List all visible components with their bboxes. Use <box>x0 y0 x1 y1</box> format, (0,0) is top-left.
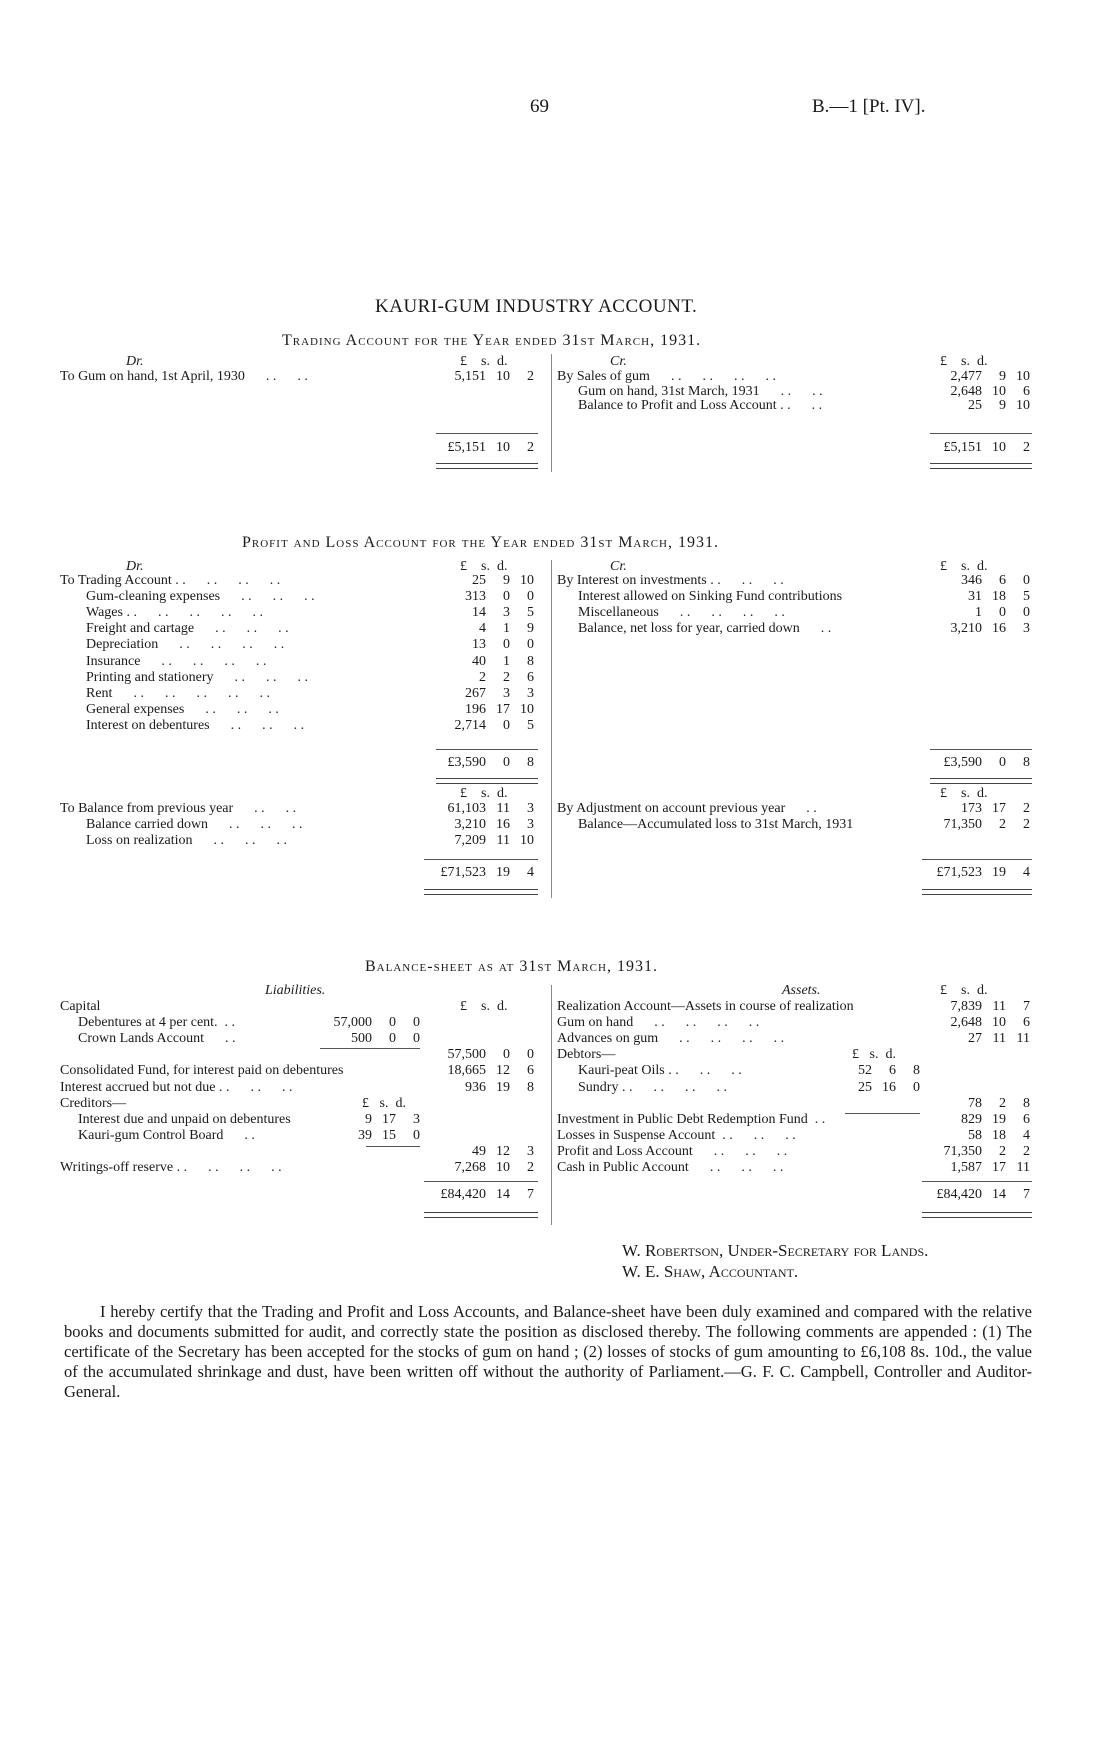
asset-suspense-pence: 4 <box>1023 1127 1030 1143</box>
trading-debit-row-shillings: 10 <box>496 369 510 384</box>
pl-credit2-total-row-shillings: 19 <box>992 865 1006 880</box>
asset-gum-on-hand-shillings: 10 <box>992 1015 1006 1031</box>
liab-crown-lands-pounds: 500 <box>351 1031 372 1047</box>
pl-credit-rule <box>930 749 1032 750</box>
assets-total-rule <box>922 1181 1032 1182</box>
asset-profit-loss-shillings: 2 <box>999 1143 1006 1159</box>
pl-debit-row-shillings: 3 <box>503 605 510 621</box>
trading-debit-double-rule <box>436 463 538 469</box>
trading-dr-label: Dr. <box>126 354 144 369</box>
pl-credit2-row-pounds: 173 <box>961 801 982 816</box>
asset-sundry-label: Sundry . . . . . . . . <box>578 1079 727 1095</box>
asset-debtors-label: Debtors— <box>557 1047 616 1063</box>
liab-writings-off-shillings: 10 <box>496 1160 510 1175</box>
trading-credit-total-row-pounds: £5,151 <box>943 440 982 455</box>
pl-credit2-row <box>0 801 1114 817</box>
pl-credit2-total-row-pounds: £71,523 <box>936 865 982 880</box>
liab-interest-unpaid-label: Interest due and unpaid on debentures <box>78 1111 291 1127</box>
liabilities-heading: Liabilities. <box>265 983 326 998</box>
pl-debit2-row-shillings: 16 <box>496 817 510 833</box>
pl-debit-col-head-2: £ s. d. <box>460 786 508 801</box>
pl-credit2-row-label: Balance—Accumulated loss to 31st March, 1931 <box>578 817 854 833</box>
pl-credit-row <box>0 621 1114 637</box>
pl-debit2-row-label: Loss on realization . . . . . . <box>86 833 288 849</box>
asset-realization-pence: 7 <box>1023 999 1030 1014</box>
asset-gum-on-hand <box>0 1015 1114 1031</box>
asset-suspense-pounds: 58 <box>968 1127 982 1143</box>
trading-credit-row-label: Balance to Profit and Loss Account . . . . <box>578 398 823 414</box>
asset-profit-loss-pence: 2 <box>1023 1143 1030 1159</box>
pl-debit-row-label: Printing and stationery . . . . . . <box>86 669 309 685</box>
pl-debit2-row-pence: 3 <box>527 817 534 833</box>
pl-debit-row-shillings: 0 <box>503 637 510 653</box>
liab-total-rule <box>424 1181 538 1182</box>
asset-gum-on-hand-pence: 6 <box>1023 1015 1030 1031</box>
liab-total-pence: 7 <box>527 1187 534 1202</box>
trading-credit-row-shillings: 9 <box>999 369 1006 384</box>
page-reference: B.—1 [Pt. IV]. <box>812 96 926 117</box>
asset-investment-pence: 6 <box>1023 1111 1030 1127</box>
liab-creditors-total-pounds: 49 <box>472 1143 486 1159</box>
trading-credit-row-pounds: 25 <box>968 398 982 414</box>
pl-debit2-row-pence: 10 <box>520 833 534 849</box>
pl-debit-row-pounds: 267 <box>465 685 486 701</box>
pl-debit-row-label: Insurance . . . . . . . . <box>86 653 267 669</box>
trading-credit-row-pence: 10 <box>1016 369 1030 384</box>
asset-gum-on-hand-label: Gum on hand . . . . . . . . <box>557 1015 760 1031</box>
trading-credit-row-pounds: 2,477 <box>950 369 982 384</box>
trading-debit-total-row-pounds: £5,151 <box>447 440 486 455</box>
liab-capital-total-pence: 0 <box>527 1047 534 1063</box>
assets-total-double-rule <box>922 1212 1032 1218</box>
pl-credit-col-head: £ s. d. <box>940 559 988 574</box>
trading-debit-col-head: £ s. d. <box>460 354 508 369</box>
pl-debit-row-pence: 3 <box>527 685 534 701</box>
pl-debit2-row-label: To Balance from previous year . . . . <box>60 801 297 816</box>
asset-investment-shillings: 19 <box>992 1111 1006 1127</box>
liab-control-board-pence: 0 <box>413 1127 420 1143</box>
liab-interest-accrued-label: Interest accrued but not due . . . . . . <box>60 1079 293 1095</box>
pl-credit-total-row-shillings: 0 <box>999 755 1006 770</box>
pl-credit-col-head-2: £ s. d. <box>940 786 988 801</box>
pl-debit2-total-row-pence: 4 <box>527 865 534 880</box>
liab-interest-unpaid-pounds: 9 <box>365 1111 372 1127</box>
pl-credit2-row-shillings: 2 <box>999 817 1006 833</box>
asset-profit-loss <box>0 1144 1114 1160</box>
pl-credit-total-row-pence: 8 <box>1023 755 1030 770</box>
pl-debit2-total-row-pounds: £71,523 <box>440 865 486 880</box>
pl-debit-rule <box>436 749 538 750</box>
pl-debit-row-pounds: 14 <box>472 605 486 621</box>
asset-kauri-peat <box>0 1063 1114 1079</box>
pl-debit-row-shillings: 1 <box>503 621 510 637</box>
liab-creditors-total-pence: 3 <box>527 1143 534 1159</box>
pl-debit2-row-pounds: 3,210 <box>454 817 486 833</box>
liab-creditors-label: Creditors— <box>60 1095 127 1111</box>
pl-debit-row-label: Wages . . . . . . . . . . <box>86 605 263 621</box>
pl-debit2-row-pounds: 61,103 <box>447 801 486 816</box>
pl-debit-row-label: Freight and cartage . . . . . . <box>86 621 289 637</box>
liab-consolidated-fund-pence: 6 <box>527 1063 534 1079</box>
pl-debit2-row <box>0 833 1114 849</box>
pl-credit-row-shillings: 16 <box>992 621 1006 637</box>
asset-advances-shillings: 11 <box>992 1031 1006 1047</box>
trading-credit-row <box>0 398 1114 414</box>
asset-profit-loss-label: Profit and Loss Account . . . . . . <box>557 1143 788 1159</box>
pl-debit-row-pence: 5 <box>527 605 534 621</box>
asset-realization-pounds: 7,839 <box>950 999 982 1014</box>
liab-total-double-rule <box>424 1212 538 1218</box>
pl-debit-total-row-pounds: £3,590 <box>447 755 486 770</box>
asset-sundry-pounds: 25 <box>858 1079 872 1095</box>
pl-credit-row-label: By Interest on investments . . . . . . <box>557 573 784 588</box>
asset-debtors-col-head: £ s. d. <box>852 1047 896 1063</box>
pl-debit-double-rule-2 <box>424 889 538 895</box>
asset-total-pence: 7 <box>1023 1187 1030 1202</box>
pl-credit-row <box>0 605 1114 621</box>
pl-credit-total-row-pounds: £3,590 <box>943 755 982 770</box>
pl-debit-row-shillings: 1 <box>503 653 510 669</box>
asset-cash-label: Cash in Public Account . . . . . . <box>557 1160 784 1175</box>
pl-debit-total-row-pence: 8 <box>527 755 534 770</box>
asset-debtors-total-pounds: 78 <box>968 1095 982 1111</box>
pl-cr-label: Cr. <box>610 559 627 574</box>
liab-interest-unpaid-pence: 3 <box>413 1111 420 1127</box>
pl-debit-row-pounds: 40 <box>472 653 486 669</box>
liab-writings-off-pounds: 7,268 <box>454 1160 486 1175</box>
pl-credit-row-label: Balance, net loss for year, carried down . . <box>578 621 832 637</box>
trading-debit-row-label: To Gum on hand, 1st April, 1930 . . . . <box>60 369 308 384</box>
pl-debit-row-pence: 9 <box>527 621 534 637</box>
trading-credit-row-pounds: 2,648 <box>950 383 982 399</box>
asset-realization-shillings: 11 <box>992 999 1006 1014</box>
trading-cr-label: Cr. <box>610 354 627 369</box>
trading-credit-row-shillings: 9 <box>999 398 1006 414</box>
pl-dr-label: Dr. <box>126 559 144 574</box>
trading-credit-row <box>0 369 1114 385</box>
asset-kauri-peat-shillings: 6 <box>889 1063 896 1079</box>
pl-credit-row-pence: 3 <box>1023 621 1030 637</box>
liab-interest-accrued-shillings: 19 <box>496 1079 510 1095</box>
trading-credit-total-row-shillings: 10 <box>992 440 1006 455</box>
asset-debtors-total <box>0 1096 1114 1112</box>
pl-debit-row-label: General expenses . . . . . . <box>86 701 279 717</box>
pl-credit2-row-pounds: 71,350 <box>943 817 982 833</box>
pl-debit-row-pounds: 313 <box>465 589 486 605</box>
liab-interest-accrued-pence: 8 <box>527 1079 534 1095</box>
trading-credit-row-label: By Sales of gum . . . . . . . . <box>557 369 776 384</box>
pl-credit-row-label: Miscellaneous . . . . . . . . <box>578 605 785 621</box>
asset-cash-pence: 11 <box>1016 1160 1030 1175</box>
pl-debit-row-label: Interest on debentures . . . . . . <box>86 717 305 733</box>
asset-cash-pounds: 1,587 <box>950 1160 982 1175</box>
liab-consolidated-fund-shillings: 12 <box>496 1063 510 1079</box>
pl-debit-row <box>0 686 1114 702</box>
pl-credit-row-shillings: 0 <box>999 605 1006 621</box>
pl-debit-row-pence: 6 <box>527 669 534 685</box>
auditor-certificate: I hereby certify that the Trading and Profit and Loss Accounts, and Balance-sheet have been duly examined and compared with the relative books and documents submitted for audit, and correctly state the position as disclosed thereby. The following comments are appended : (1) The certificate of the Secretary has been accepted for the stocks of gum on hand ; (2) losses of stocks of gum amounting to £6,108 8s. 10d., the value of the accumulated shrinkage and dust, have been written off without the authority of Parliament.—G. F. C. Campbell, Controller and Auditor-General. <box>64 1302 1032 1401</box>
pl-credit2-row-pence: 2 <box>1023 817 1030 833</box>
liab-creditors-rule <box>366 1146 420 1147</box>
pl-credit-row-label: Interest allowed on Sinking Fund contributions <box>578 589 843 605</box>
pl-debit-row-pounds: 196 <box>465 701 486 717</box>
liab-interest-accrued-pounds: 936 <box>465 1079 486 1095</box>
pl-credit-rule-2 <box>922 859 1032 860</box>
pl-debit-row-pence: 10 <box>520 701 534 717</box>
liab-capital-total-pounds: 57,500 <box>447 1047 486 1063</box>
trading-credit-col-head: £ s. d. <box>940 354 988 369</box>
asset-advances <box>0 1031 1114 1047</box>
liab-control-board-shillings: 15 <box>382 1127 396 1143</box>
assets-heading: Assets. <box>782 983 821 998</box>
pl-debit-row <box>0 637 1114 653</box>
pl-debit-total-row-shillings: 0 <box>503 755 510 770</box>
assets-debtors-rule <box>845 1113 920 1114</box>
asset-debtors-total-shillings: 2 <box>999 1095 1006 1111</box>
liab-creditors-total-shillings: 12 <box>496 1143 510 1159</box>
pl-debit-row-pence: 8 <box>527 653 534 669</box>
asset-advances-label: Advances on gum . . . . . . . . <box>557 1031 785 1047</box>
liab-total-shillings: 14 <box>496 1187 510 1202</box>
pl-credit-row-pence: 0 <box>1023 573 1030 588</box>
liab-capital-rule <box>320 1048 420 1049</box>
trading-debit-row-pounds: 5,151 <box>454 369 486 384</box>
pl-credit-double-rule-2 <box>922 889 1032 895</box>
pl-debit-row-label: Rent . . . . . . . . . . <box>86 685 270 701</box>
trading-credit-total-row <box>0 440 1114 456</box>
asset-sundry <box>0 1080 1114 1096</box>
trading-debit-total-row-pence: 2 <box>527 440 534 455</box>
pl-credit-row <box>0 589 1114 605</box>
trading-credit-total-row-pence: 2 <box>1023 440 1030 455</box>
pl-debit-row-pounds: 25 <box>472 573 486 588</box>
liab-control-board-pounds: 39 <box>358 1127 372 1143</box>
asset-total <box>0 1187 1114 1203</box>
trading-credit-row-shillings: 10 <box>992 383 1006 399</box>
pl-debit-row-label: Gum-cleaning expenses . . . . . . <box>86 589 315 605</box>
pl-debit-double-rule <box>436 778 538 784</box>
pl-debit-row-label: Depreciation . . . . . . . . <box>86 637 285 653</box>
pl-debit-row-pence: 5 <box>527 717 534 733</box>
liab-debentures-pounds: 57,000 <box>333 1015 372 1031</box>
pl-debit2-total-row-shillings: 19 <box>496 865 510 880</box>
pl-credit2-row <box>0 817 1114 833</box>
pl-credit-row-pounds: 31 <box>968 589 982 605</box>
asset-investment <box>0 1112 1114 1128</box>
pl-debit-row-pounds: 2 <box>479 669 486 685</box>
asset-investment-pounds: 829 <box>961 1111 982 1127</box>
pl-debit2-row-label: Balance carried down . . . . . . <box>86 817 303 833</box>
asset-investment-label: Investment in Public Debt Redemption Fund . . <box>557 1111 826 1127</box>
asset-kauri-peat-label: Kauri-peat Oils . . . . . . <box>578 1063 742 1079</box>
asset-sundry-shillings: 16 <box>882 1079 896 1095</box>
pl-debit-row-pounds: 4 <box>479 621 486 637</box>
asset-advances-pence: 11 <box>1016 1031 1030 1047</box>
pl-debit-rule-2 <box>424 859 538 860</box>
pl-credit-row-pounds: 346 <box>961 573 982 588</box>
asset-profit-loss-pounds: 71,350 <box>943 1143 982 1159</box>
trading-account-subtitle: Trading Account for the Year ended 31st March, 1931. <box>282 332 702 349</box>
pl-debit-row-shillings: 0 <box>503 589 510 605</box>
pl-debit-row-shillings: 17 <box>496 701 510 717</box>
pl-debit-row-pounds: 13 <box>472 637 486 653</box>
signature-under-secretary: W. Robertson, Under-Secretary for Lands. <box>622 1241 929 1260</box>
pl-debit2-row-pounds: 7,209 <box>454 833 486 849</box>
liab-writings-off-pence: 2 <box>527 1160 534 1175</box>
pl-debit2-row-shillings: 11 <box>496 833 510 849</box>
trading-credit-row-label: Gum on hand, 31st March, 1931 . . . . <box>578 383 823 399</box>
pl-credit2-total-row-pence: 4 <box>1023 865 1030 880</box>
pl-credit-row-pence: 5 <box>1023 589 1030 605</box>
asset-total-shillings: 14 <box>992 1187 1006 1202</box>
trading-debit-total-row-shillings: 10 <box>496 440 510 455</box>
trading-credit-row-pence: 6 <box>1023 383 1030 399</box>
pl-debit-row-shillings: 3 <box>503 685 510 701</box>
pl-credit-row-pounds: 3,210 <box>950 621 982 637</box>
liab-control-board-label: Kauri-gum Control Board . . <box>78 1127 255 1143</box>
liab-consolidated-fund-label: Consolidated Fund, for interest paid on debentures <box>60 1063 344 1079</box>
trading-credit-row-pence: 10 <box>1016 398 1030 414</box>
liab-crown-lands-pence: 0 <box>413 1031 420 1047</box>
pl-credit-row-pence: 0 <box>1023 605 1030 621</box>
asset-realization <box>0 999 1114 1015</box>
pl-debit-row <box>0 654 1114 670</box>
liab-capital-label: Capital <box>60 999 101 1014</box>
pl-debit-row-pence: 10 <box>520 573 534 588</box>
asset-realization-label: Realization Account—Assets in course of realization <box>557 999 854 1014</box>
trading-debit-rule <box>436 433 538 434</box>
asset-kauri-peat-pounds: 52 <box>858 1063 872 1079</box>
page-number: 69 <box>530 96 549 117</box>
pl-debit-row-shillings: 9 <box>503 573 510 588</box>
liab-total-pounds: £84,420 <box>440 1187 486 1202</box>
liab-crown-lands-label: Crown Lands Account . . <box>78 1031 236 1047</box>
pl-credit-double-rule <box>930 778 1032 784</box>
asset-cash-shillings: 17 <box>992 1160 1006 1175</box>
assets-col-head: £ s. d. <box>940 983 988 998</box>
pl-credit2-row-pence: 2 <box>1023 801 1030 816</box>
pl-credit2-row-shillings: 17 <box>992 801 1006 816</box>
liab-interest-unpaid-shillings: 17 <box>382 1111 396 1127</box>
pl-credit-row <box>0 573 1114 589</box>
pl-debit-col-head: £ s. d. <box>460 559 508 574</box>
pl-account-subtitle: Profit and Loss Account for the Year ended 31st March, 1931. <box>242 534 719 551</box>
liab-debentures-pence: 0 <box>413 1015 420 1031</box>
liab-creditors-col-head: £ s. d. <box>362 1095 406 1111</box>
pl-credit-total-row <box>0 755 1114 771</box>
pl-debit-row-pounds: 2,714 <box>454 717 486 733</box>
balance-sheet-subtitle: Balance-sheet as at 31st March, 1931. <box>365 958 658 975</box>
trading-credit-rule <box>930 433 1032 434</box>
pl-debit2-row-pence: 3 <box>527 801 534 816</box>
asset-gum-on-hand-pounds: 2,648 <box>950 1015 982 1031</box>
pl-credit-row-pounds: 1 <box>975 605 982 621</box>
pl-credit-row-shillings: 6 <box>999 573 1006 588</box>
asset-sundry-pence: 0 <box>913 1079 920 1095</box>
asset-cash <box>0 1160 1114 1176</box>
pl-credit-row-shillings: 18 <box>992 589 1006 605</box>
pl-debit-row <box>0 670 1114 686</box>
asset-total-pounds: £84,420 <box>936 1187 982 1202</box>
pl-debit2-row-shillings: 11 <box>496 801 510 816</box>
pl-debit-row-label: To Trading Account . . . . . . . . <box>60 573 281 588</box>
signature-accountant: W. E. Shaw, Accountant. <box>622 1262 799 1281</box>
liab-debentures-shillings: 0 <box>389 1015 396 1031</box>
pl-debit-row <box>0 718 1114 734</box>
page-title: KAURI-GUM INDUSTRY ACCOUNT. <box>375 296 698 317</box>
liabilities-col-head: £ s. d. <box>460 999 508 1014</box>
pl-credit2-total-row <box>0 865 1114 881</box>
asset-debtors-total-pence: 8 <box>1023 1095 1030 1111</box>
pl-debit-row-pence: 0 <box>527 589 534 605</box>
asset-advances-pounds: 27 <box>968 1031 982 1047</box>
liab-crown-lands-shillings: 0 <box>389 1031 396 1047</box>
liab-debentures-label: Debentures at 4 per cent. . . <box>78 1015 236 1031</box>
asset-suspense-shillings: 18 <box>992 1127 1006 1143</box>
pl-debit-row-shillings: 2 <box>503 669 510 685</box>
asset-kauri-peat-pence: 8 <box>913 1063 920 1079</box>
asset-debtors <box>0 1047 1114 1063</box>
liab-consolidated-fund-pounds: 18,665 <box>447 1063 486 1079</box>
pl-credit2-row-label: By Adjustment on account previous year . . <box>557 801 817 816</box>
pl-debit-row-pence: 0 <box>527 637 534 653</box>
asset-suspense <box>0 1128 1114 1144</box>
pl-debit-row-shillings: 0 <box>503 717 510 733</box>
pl-debit-row <box>0 702 1114 718</box>
trading-debit-row-pence: 2 <box>527 369 534 384</box>
liab-capital-total-shillings: 0 <box>503 1047 510 1063</box>
trading-credit-double-rule <box>930 463 1032 469</box>
asset-suspense-label: Losses in Suspense Account . . . . . . <box>557 1127 796 1143</box>
trading-credit-row <box>0 384 1114 400</box>
liab-writings-off-label: Writings-off reserve . . . . . . . . <box>60 1160 282 1175</box>
